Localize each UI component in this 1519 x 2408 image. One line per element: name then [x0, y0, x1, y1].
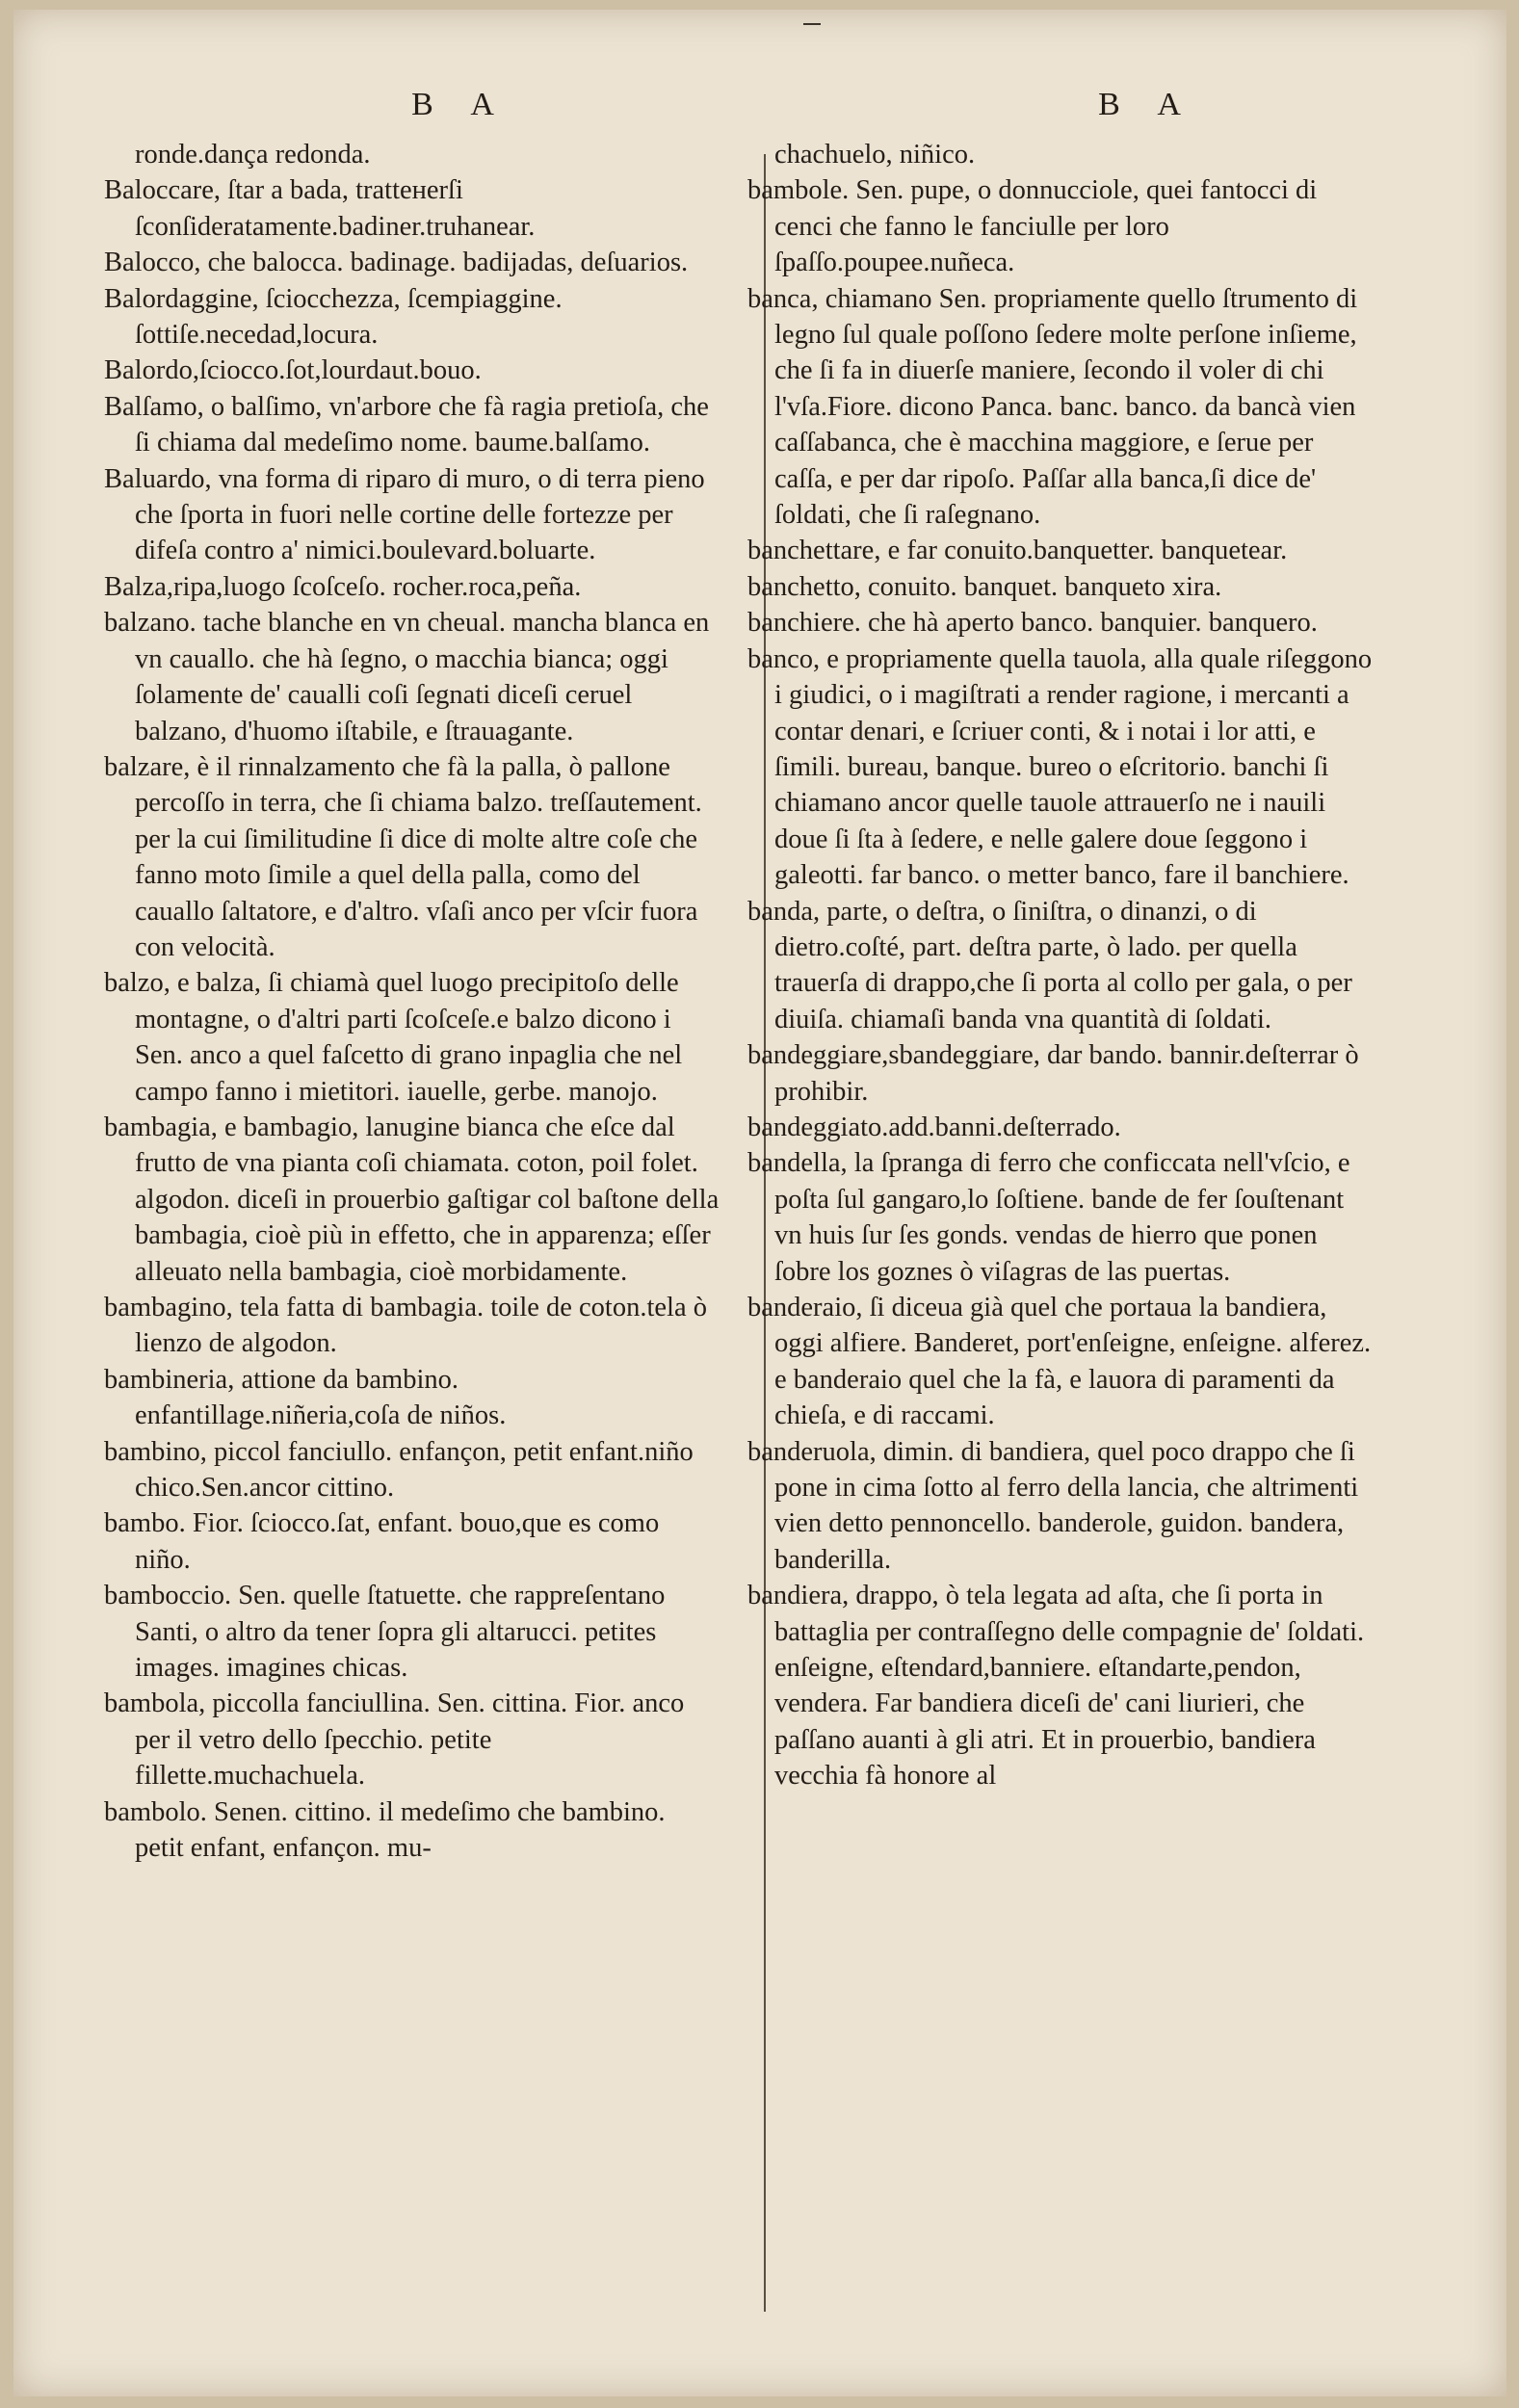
entry: balzare, è il rinnalzamento che fà la palla, ò pallone percoſſo in terra, che ſi chiama balzo. treſſautement. per la cui ſimilitudine ſi dice di molte altre coſe che fanno moto ſimile a quel della palla, como del cauallo ſaltatore, e d'altro. vſaſi anco per vſcir fuora con velocità. — [104, 751, 702, 962]
entry: Baluardo, vna forma di riparo di muro, o di terra pieno che ſporta in fuori nelle cortine delle fortezze per difeſa contro a' nimici.boulevard.boluarte. — [104, 463, 705, 566]
entry: Balordaggine, ſciocchezza, ſcempiaggine. ſottiſe.necedad,locura. — [104, 283, 563, 351]
entry: bambagino, tela fatta di bambagia. toile de coton.tela ò lienzo de algodon. — [104, 1293, 707, 1359]
entry: Balocco, che balocca. badinage. badijadas, deſuarios. — [104, 248, 689, 278]
entry: chachuelo, niñico. — [774, 140, 976, 170]
left-column — [104, 87, 720, 1867]
top-tick-mark — [803, 23, 821, 25]
entry: bambino, piccol fanciullo. enfançon, petit enfant.niño chico.Sen.ancor cittino. — [104, 1436, 694, 1504]
entry: banchiere. che hà aperto banco. banquier. banquero. — [747, 608, 1318, 639]
entry: balzano. tache blanche en vn cheual. mancha blanca en vn cauallo. che hà ſegno, o macchia bianca; oggi ſolamente de' caualli coſi ſegnati diceſi ceruel balzano, d'huomo iſtabile, e ſtrauagante. — [104, 608, 710, 746]
right-running-header: B A — [1098, 87, 1196, 122]
entry: bandiera, drappo, ò tela legata ad aſta, che ſi porta in battaglia per contraſſegno delle compagnie de' ſoldati. enſeigne, eſtendard,banniere. eſtandarte,pendon, vendera. Far bandiera diceſi de' cani liurieri, che paſſano auanti à gli atri. Et in prouerbio, bandiera vecchia fà honore al — [747, 1581, 1365, 1792]
entry: Balordo,ſciocco.ſot,lourdaut.bouo. — [104, 355, 482, 386]
entry: banda, parte, o deſtra, o ſiniſtra, o dinanzi, o di dietro.coſté, part. deſtra parte, ò lado. per quella trauerſa di drappo,che ſi porta al collo per gala, o per diuiſa. chiamaſi banda vna quantità di ſoldati. — [747, 896, 1352, 1034]
entry: Balſamo, o balſimo, vn'arbore che fà ragia pretioſa, che ſi chiama dal medeſimo nome. baume.balſamo. — [104, 391, 709, 458]
dictionary-page — [13, 10, 1506, 2396]
entry: bambagia, e bambagio, lanugine bianca che eſce dal frutto de vna pianta coſi chiamata. coton, poil folet. algodon. diceſi in prouerbio gaſtigar col baſtone della bambagia, cioè più in effetto, che in apparenza; eſſer alleuato nella bambagia, cioè morbidamente. — [104, 1112, 720, 1287]
entry: balzo, e balza, ſi chiamà quel luogo precipitoſo delle montagne, o d'altri parti ſcoſceſe.e balzo dicono i Sen. anco a quel faſcetto di grano inpaglia che nel campo fanno i mietitori. iauelle, gerbe. manojo. — [104, 968, 683, 1107]
entry: bandeggiato.add.banni.deſterrado. — [747, 1112, 1121, 1142]
left-running-header: B A — [411, 87, 510, 122]
entry: bambole. Sen. pupe, o donnucciole, quei fantocci di cenci che fanno le fanciulle per loro ſpaſſo.poupee.nuñeca. — [747, 175, 1318, 278]
entry: bambineria, attione da bambino. enfantillage.niñeria,coſa de niños. — [104, 1364, 507, 1431]
entry: banco, e propriamente quella tauola, alla quale riſeggono i giudici, o i magiſtrati a render ragione, i mercanti a contar denari, e ſcriuer conti, & i notai i lor atti, e ſimili. bureau, banque. bureo o eſcritorio. banchi ſi chiamano ancor quelle tauole attrauerſo ne i nauili doue ſi ſta à ſedere, e nelle galere doue ſeggono i galeotti. far banco. o metter banco, fare il banchiere. — [747, 643, 1373, 891]
right-column — [747, 87, 1374, 1794]
entry: bambolo. Senen. cittino. il medeſimo che bambino. petit enfant, enfançon. mu- — [104, 1796, 666, 1864]
entry: banca, chiamano Sen. propriamente quello ſtrumento di legno ſul quale poſſono ſedere molte perſone inſieme, che ſi fa in diuerſe maniere, ſecondo il voler di chi l'vſa.Fiore. dicono Panca. banc. banco. da bancà vien caſſabanca, che è macchina maggiore, e ſerue per caſſa, e per dar ripoſo. Paſſar alla banca,ſi dice de' ſoldati, che ſi raſegnano. — [747, 283, 1358, 531]
entry: Balza,ripa,luogo ſcoſceſo. rocher.roca,peña. — [104, 571, 582, 602]
entry: bamboccio. Sen. quelle ſtatuette. che rappreſentano Santi, o altro da tener ſopra gli altarucci. petites images. imagines chicas. — [104, 1581, 666, 1684]
entry: bambola, piccolla fanciullina. Sen. cittina. Fior. anco per il vetro dello ſpecchio. petite fillette.muchachuela. — [104, 1688, 685, 1792]
entry: banchetto, conuito. banquet. banqueto xira. — [747, 571, 1222, 602]
entry: bandella, la ſpranga di ferro che conficcata nell'vſcio, e poſta ſul gangaro,lo ſoſtiene. bande de fer ſouſtenant vn huis ſur ſes gonds. vendas de hierro que ponen ſobre los goznes ò viſagras de las puertas. — [747, 1148, 1350, 1287]
entry: bambo. Fior. ſciocco.ſat, enfant. bouo,que es como niño. — [104, 1508, 660, 1575]
entry: banderuola, dimin. di bandiera, quel poco drappo che ſi pone in cima ſotto al ferro della lancia, che altrimenti vien detto pennoncello. banderole, guidon. bandera, banderilla. — [747, 1436, 1359, 1575]
entry: bandeggiare,sbandeggiare, dar bando. bannir.deſterrar ò prohibir. — [747, 1040, 1359, 1107]
entry: banderaio, ſi diceua già quel che portaua la bandiera, oggi alfiere. Banderet, port'enſeigne, enſeigne. alferez. e banderaio quel che la fà, e lauora di paramenti da chieſa, e di raccami. — [747, 1293, 1372, 1431]
entry: ronde.dança redonda. — [135, 140, 371, 170]
entry: Baloccare, ſtar a bada, tratteнerſi ſconſideratamente.badiner.truhanear. — [104, 175, 536, 242]
entry: banchettare, e far conuito.banquetter. banquetear. — [747, 536, 1288, 566]
